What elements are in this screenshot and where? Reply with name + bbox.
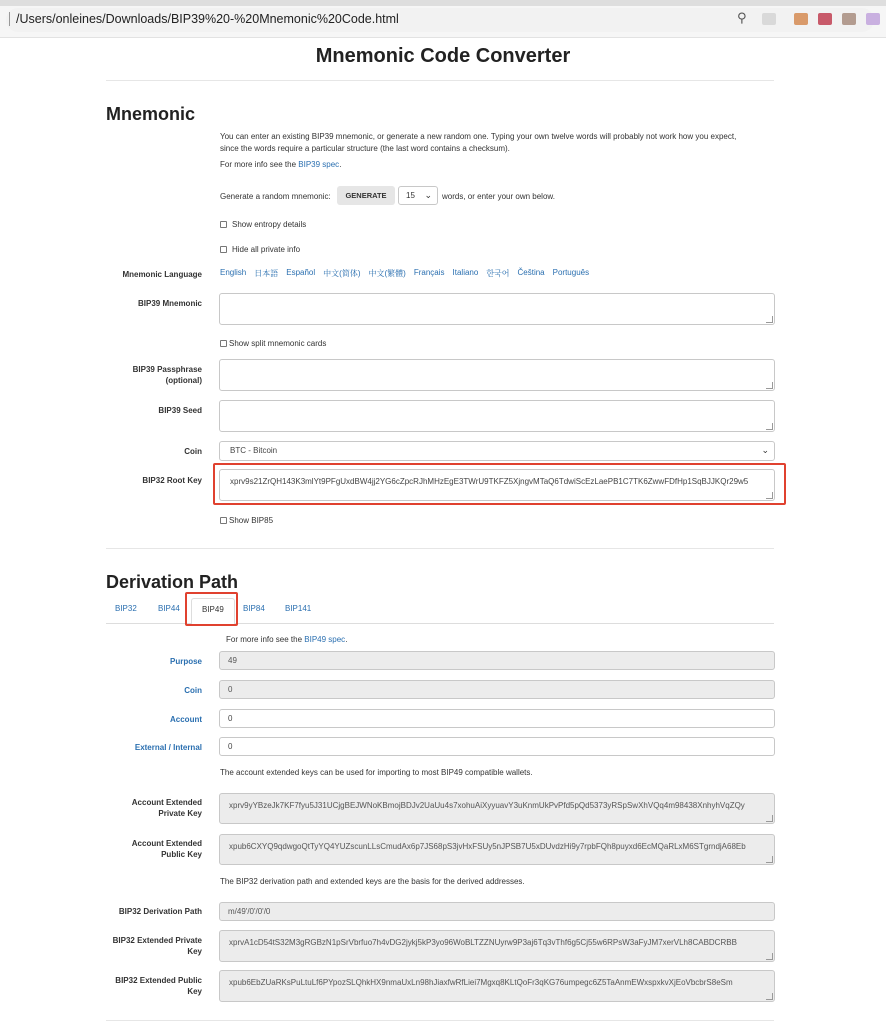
show-bip85-checkbox[interactable] <box>220 516 273 525</box>
browser-address-bar <box>0 0 886 38</box>
bip39-info-prefix: For more info see the <box>220 160 299 169</box>
language-link[interactable]: 中文(繁體) <box>368 269 406 278</box>
language-link[interactable]: 日本語 <box>254 269 279 278</box>
passphrase-label-line-1: BIP39 Passphrase <box>132 365 202 374</box>
extended-public-key-label <box>106 975 202 997</box>
bip49-spec-link[interactable]: BIP49 spec <box>304 635 346 644</box>
word-count-select[interactable] <box>398 186 438 205</box>
bip49-info <box>226 634 347 646</box>
extended-public-key-label-line-1: BIP32 Extended Public <box>115 976 202 985</box>
resize-handle-icon[interactable] <box>766 815 773 822</box>
extended-public-key-label-line-2: Key <box>187 987 202 996</box>
coin-select[interactable] <box>219 441 775 461</box>
bip39-mnemonic-input[interactable] <box>219 293 775 325</box>
external-internal-input[interactable] <box>219 737 775 756</box>
extension-icon[interactable] <box>762 13 776 25</box>
external-internal-label: External / Internal <box>134 743 202 752</box>
seed-label: BIP39 Seed <box>158 406 202 415</box>
chevron-down-icon: ⌄ <box>424 190 432 200</box>
root-key-highlight <box>213 463 786 505</box>
account-input[interactable] <box>219 709 775 728</box>
account-private-key-output[interactable] <box>219 793 775 824</box>
bip39-spec-link[interactable]: BIP39 spec <box>298 160 340 169</box>
generate-suffix: words, or enter your own below. <box>442 192 555 201</box>
bip32-note: The BIP32 derivation path and extended keys are the basis for the derived addresses. <box>220 877 525 886</box>
passphrase-label <box>106 364 202 386</box>
hide-private-label: Hide all private info <box>232 245 301 254</box>
account-public-key-output[interactable] <box>219 834 775 865</box>
bip39-mnemonic-label: BIP39 Mnemonic <box>137 299 202 308</box>
checkbox-box[interactable] <box>220 517 227 524</box>
extension-icon[interactable] <box>866 13 880 25</box>
purpose-label: Purpose <box>169 657 202 666</box>
language-link[interactable]: 中文(简体) <box>323 269 361 278</box>
tab-bip44[interactable]: BIP44 <box>158 604 180 613</box>
account-private-key-label <box>106 797 202 819</box>
language-link[interactable]: Čeština <box>517 268 545 277</box>
extended-private-key-value: xprvA1cD54tS32M3gRGBzN1pSrVbrfuo7h4vDG2jykj5kP3yo96WoBLTZZNUyrw9P3aj6Tq3vThf6g5Cj55w6RPsW3aFyJM7xerVLh8CABDCRBB <box>229 938 737 947</box>
resize-handle-icon[interactable] <box>766 993 773 1000</box>
divider <box>106 1020 774 1021</box>
checkbox-box[interactable] <box>220 340 227 347</box>
bip39-info <box>220 159 341 171</box>
purpose-input <box>219 651 775 670</box>
hide-private-checkbox[interactable] <box>220 245 300 254</box>
show-entropy-checkbox[interactable] <box>220 220 306 229</box>
generate-prefix: Generate a random mnemonic: <box>220 192 331 201</box>
extension-icon[interactable] <box>818 13 832 25</box>
generate-button[interactable]: GENERATE <box>337 186 395 205</box>
extended-private-key-output[interactable] <box>219 930 775 962</box>
extended-public-key-value: xpub6EbZUaRKsPuLtuLf6PYpozSLQhkHX9nmaUxLn98hJiaxfwRfLiei7Mgxq8KLtQoFr3qKG76umpegc6Z5TaAnmEWxspxkvXjEoVbcbrS8eSm <box>229 978 733 987</box>
root-key-value: xprv9s21ZrQH143K3mlYt9PFgUxdBW4jj2YG6cZpcRJhMHzEgE3TWrU9TKFZ5XjngvMTaQ6TdwiScEzLaePB1C7TK6ZwwFDfHp1SqBJJKQr29w5 <box>230 477 749 486</box>
url-text[interactable]: /Users/onleines/Downloads/BIP39%20-%20Mnemonic%20Code.html <box>16 12 399 26</box>
account-private-key-label-line-1: Account Extended <box>131 798 202 807</box>
account-private-key-value: xprv9yYBzeJk7KF7fyu5J31UCjgBEJWNoKBmojBDJv2UaUu4s7xohuAiXyyuavY3uKnmUkPvPfd5pQd5373yRSpSwXhVQq4m98438XnhyhVqZQy <box>229 801 745 810</box>
tab-bip32[interactable]: BIP32 <box>115 604 137 613</box>
language-link[interactable]: Español <box>286 268 316 277</box>
root-key-label: BIP32 Root Key <box>142 476 202 485</box>
bip39-info-suffix: . <box>339 160 342 169</box>
search-icon[interactable]: ⚲ <box>737 10 747 25</box>
tab-bip141[interactable]: BIP141 <box>285 604 312 613</box>
extended-private-key-label-line-2: Key <box>187 947 202 956</box>
bip49-tab-highlight <box>185 592 238 626</box>
language-link[interactable]: Français <box>413 268 445 277</box>
resize-handle-icon[interactable] <box>766 316 773 323</box>
account-label: Account <box>170 715 202 724</box>
derivation-path-label: BIP32 Derivation Path <box>118 907 202 916</box>
account-value: 0 <box>228 714 233 723</box>
page-title: Mnemonic Code Converter <box>315 45 571 67</box>
split-cards-label: Show split mnemonic cards <box>229 339 327 348</box>
coin-type-label: Coin <box>184 686 202 695</box>
mnemonic-heading: Mnemonic <box>106 104 196 124</box>
language-link[interactable]: Italiano <box>452 268 479 277</box>
passphrase-label-line-2: (optional) <box>165 376 202 385</box>
bip49-info-prefix: For more info see the <box>226 635 305 644</box>
coin-type-value: 0 <box>228 685 233 694</box>
intro-text <box>220 131 736 154</box>
checkbox-box[interactable] <box>220 246 227 253</box>
purpose-value: 49 <box>228 656 237 665</box>
divider <box>106 548 774 549</box>
url-separator <box>9 12 10 26</box>
passphrase-input[interactable] <box>219 359 775 391</box>
seed-output[interactable] <box>219 400 775 432</box>
split-cards-checkbox[interactable] <box>220 339 326 348</box>
derivation-path-value: m/49'/0'/0'/0 <box>228 907 271 916</box>
mnemonic-language-label: Mnemonic Language <box>122 270 202 279</box>
account-public-key-label-line-2: Public Key <box>161 850 202 859</box>
account-public-key-label <box>106 838 202 860</box>
chevron-down-icon: ⌄ <box>761 445 769 455</box>
account-public-key-label-line-1: Account Extended <box>131 839 202 848</box>
derivation-heading: Derivation Path <box>106 572 239 592</box>
divider <box>106 80 774 81</box>
checkbox-box[interactable] <box>220 221 227 228</box>
show-entropy-label: Show entropy details <box>232 220 307 229</box>
language-link[interactable]: 한국어 <box>486 269 510 278</box>
derivation-path-output <box>219 902 775 921</box>
account-keys-note: The account extended keys can be used for importing to most BIP49 compatible wallets. <box>220 768 533 777</box>
resize-handle-icon[interactable] <box>766 423 773 430</box>
intro-line-1: You can enter an existing BIP39 mnemonic, or generate a new random one. Typing your own twelve words will probably not work how you expect, <box>220 132 737 141</box>
account-private-key-label-line-2: Private Key <box>158 809 202 818</box>
intro-line-2: since the words require a particular structure (the last word contains a checksum). <box>220 143 510 153</box>
tab-bip49[interactable]: BIP49 <box>191 598 235 625</box>
coin-value: BTC - Bitcoin <box>230 446 278 455</box>
extension-icon[interactable] <box>842 13 856 25</box>
language-link[interactable]: English <box>220 268 247 277</box>
bip49-info-suffix: . <box>345 635 348 644</box>
coin-label: Coin <box>184 447 202 456</box>
coin-type-input <box>219 680 775 699</box>
resize-handle-icon[interactable] <box>766 856 773 863</box>
language-list <box>220 268 589 279</box>
extended-private-key-label <box>106 935 202 957</box>
show-bip85-label: Show BIP85 <box>229 516 274 525</box>
language-link[interactable]: Português <box>552 268 590 277</box>
tab-bip84[interactable]: BIP84 <box>243 604 265 613</box>
browser-tab-strip <box>0 0 886 6</box>
resize-handle-icon[interactable] <box>766 953 773 960</box>
resize-handle-icon[interactable] <box>766 382 773 389</box>
extended-private-key-label-line-1: BIP32 Extended Private <box>112 936 202 945</box>
account-public-key-value: xpub6CXYQ9qdwgoQtTyYQ4YUZscunLLsCmudAx6p7JS68pS3jvHxFSUy5nJPSB7U5xDUvdzHi9y7rpbFQh8puyxd6EcMQaRLxM6STgrndjA68Eb <box>229 842 746 851</box>
external-internal-value: 0 <box>228 742 233 751</box>
extended-public-key-output[interactable] <box>219 970 775 1002</box>
extension-icon[interactable] <box>794 13 808 25</box>
word-count-value: 15 <box>406 191 415 200</box>
